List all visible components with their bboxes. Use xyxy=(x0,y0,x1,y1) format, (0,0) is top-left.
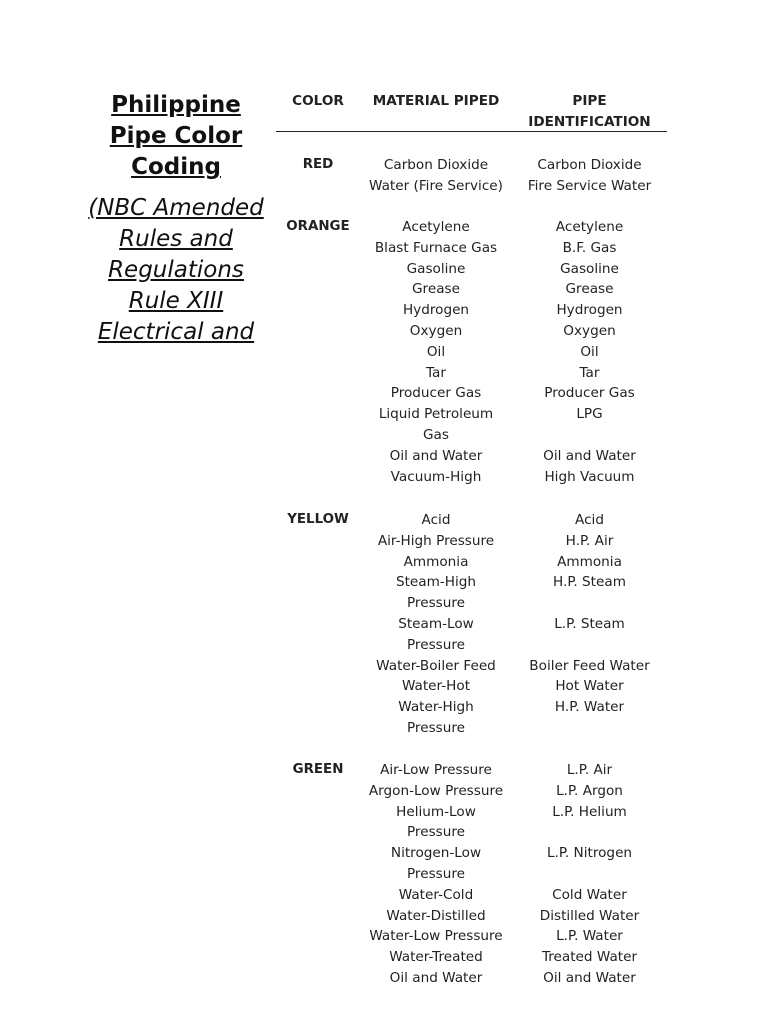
material-cell: Ammonia xyxy=(403,553,469,570)
identification-cell: Carbon Dioxide xyxy=(537,157,642,173)
table-row xyxy=(276,926,667,947)
table-row xyxy=(276,238,667,259)
material-cell: Air-High Pressure xyxy=(377,532,495,549)
table-row xyxy=(276,300,667,321)
material-cell: Water-Treated xyxy=(389,949,483,966)
group-green xyxy=(276,760,667,989)
identification-cell: L.P. Helium xyxy=(552,803,627,820)
header-pipe-identification: PIPE IDENTIFICATION xyxy=(528,93,651,130)
identification-cell xyxy=(512,425,667,446)
table-row xyxy=(276,383,667,404)
table-row xyxy=(276,718,667,739)
material-cell: Carbon Dioxide xyxy=(383,157,489,173)
table-row xyxy=(276,342,667,363)
table-row xyxy=(276,906,667,927)
material-cell: Water-Low Pressure xyxy=(369,928,503,945)
material-cell: Water (Fire Service) xyxy=(369,177,503,194)
pipe-color-table xyxy=(276,90,667,986)
identification-cell xyxy=(512,635,667,656)
title-block xyxy=(88,90,264,348)
table-row xyxy=(276,467,667,488)
material-cell: Oil and Water xyxy=(389,969,483,986)
material-cell: Water-Hot xyxy=(401,678,471,695)
table-row xyxy=(276,614,667,635)
table-row xyxy=(276,217,667,238)
material-cell: Acid xyxy=(421,512,451,528)
identification-cell: Acid xyxy=(575,512,604,528)
material-cell: Blast Furnace Gas xyxy=(374,239,498,256)
table-row xyxy=(276,279,667,300)
material-cell: Acetylene xyxy=(402,219,470,235)
material-cell: Pressure xyxy=(406,636,466,653)
material-cell: Steam-High xyxy=(395,574,477,591)
table-row xyxy=(276,155,667,176)
identification-cell: Oil and Water xyxy=(543,447,636,464)
material-cell: Oxygen xyxy=(409,322,463,339)
identification-cell: H.P. Steam xyxy=(553,574,626,591)
identification-cell: Hydrogen xyxy=(556,302,623,319)
table-header xyxy=(276,90,667,132)
identification-cell: L.P. Steam xyxy=(554,615,625,632)
identification-cell xyxy=(512,593,667,614)
material-cell: Liquid Petroleum xyxy=(378,406,494,423)
table-row xyxy=(276,822,667,843)
table-row xyxy=(276,321,667,342)
identification-cell: Distilled Water xyxy=(539,907,640,924)
material-cell: Oil and Water xyxy=(389,447,483,464)
table-row xyxy=(276,781,667,802)
table-row xyxy=(276,968,667,989)
identification-cell: Oil and Water xyxy=(543,969,636,986)
table-row xyxy=(276,363,667,384)
identification-cell: L.P. Argon xyxy=(556,782,623,799)
identification-cell: Hot Water xyxy=(555,678,624,695)
table-row xyxy=(276,864,667,885)
table-row xyxy=(276,259,667,280)
table-row xyxy=(276,885,667,906)
identification-cell: Ammonia xyxy=(557,553,622,570)
material-cell: Pressure xyxy=(406,824,466,841)
color-name: YELLOW xyxy=(287,512,349,527)
identification-cell: H.P. Water xyxy=(554,699,625,716)
color-name: ORANGE xyxy=(286,219,350,234)
material-cell: Gas xyxy=(423,426,449,443)
material-cell: Argon-Low Pressure xyxy=(368,782,504,799)
identification-cell: Producer Gas xyxy=(544,385,635,402)
material-cell: Nitrogen-Low xyxy=(390,845,482,862)
table-row xyxy=(276,572,667,593)
table-row xyxy=(276,697,667,718)
table-row xyxy=(276,425,667,446)
material-cell: Vacuum-High xyxy=(390,468,482,485)
material-cell: Producer Gas xyxy=(390,385,482,402)
table-row xyxy=(276,510,667,531)
material-cell: Water-Distilled xyxy=(386,907,486,924)
table-row xyxy=(276,802,667,823)
identification-cell: Gasoline xyxy=(560,260,619,277)
table-row xyxy=(276,552,667,573)
identification-cell: LPG xyxy=(576,406,603,423)
material-cell: Pressure xyxy=(406,865,466,882)
identification-cell xyxy=(512,822,667,843)
material-cell: Water-Boiler Feed xyxy=(376,657,496,674)
color-name: GREEN xyxy=(292,762,344,777)
table-row xyxy=(276,593,667,614)
identification-cell: Oxygen xyxy=(563,322,616,339)
table-row xyxy=(276,843,667,864)
document-subtitle: (NBC Amended Rules and Regulations Rule XIII Electrical and xyxy=(88,195,264,345)
group-yellow xyxy=(276,510,667,739)
identification-cell: Grease xyxy=(565,281,614,298)
identification-cell: High Vacuum xyxy=(544,468,635,485)
identification-cell: Boiler Feed Water xyxy=(529,657,650,674)
material-cell: Grease xyxy=(412,281,460,298)
group-red xyxy=(276,155,667,197)
identification-cell: Oil xyxy=(580,343,599,360)
table-row xyxy=(276,947,667,968)
material-cell: Pressure xyxy=(406,719,466,736)
group-orange xyxy=(276,217,667,487)
material-cell: Helium-Low xyxy=(396,803,476,820)
identification-cell: Cold Water xyxy=(552,886,627,903)
identification-cell: Acetylene xyxy=(555,219,624,235)
material-cell: Tar xyxy=(426,364,446,381)
color-name: RED xyxy=(302,157,334,172)
table-row xyxy=(276,446,667,467)
identification-cell: Treated Water xyxy=(541,949,638,966)
table-row xyxy=(276,760,667,781)
identification-cell: L.P. Air xyxy=(566,762,613,778)
material-cell: Water-High xyxy=(398,699,474,716)
identification-cell: B.F. Gas xyxy=(562,239,617,256)
identification-cell: Tar xyxy=(579,364,600,381)
material-cell: Hydrogen xyxy=(402,302,470,319)
material-cell: Gasoline xyxy=(406,260,466,277)
identification-cell xyxy=(512,718,667,739)
identification-cell: L.P. Nitrogen xyxy=(546,845,633,862)
header-material-piped: MATERIAL PIPED xyxy=(372,93,500,109)
table-row xyxy=(276,176,667,197)
identification-cell: Fire Service Water xyxy=(527,177,652,194)
table-row xyxy=(276,656,667,677)
material-cell: Pressure xyxy=(406,595,466,612)
document-title: Philippine Pipe Color Coding xyxy=(109,92,243,180)
material-cell: Oil xyxy=(426,343,446,360)
table-row xyxy=(276,635,667,656)
identification-cell: L.P. Water xyxy=(556,928,623,945)
table-row xyxy=(276,531,667,552)
identification-cell: H.P. Air xyxy=(565,532,614,549)
identification-cell xyxy=(512,864,667,885)
header-color: COLOR xyxy=(292,93,344,109)
material-cell: Steam-Low xyxy=(398,615,474,632)
table-row xyxy=(276,676,667,697)
table-row xyxy=(276,404,667,425)
material-cell: Water-Cold xyxy=(398,886,474,903)
material-cell: Air-Low Pressure xyxy=(380,762,492,778)
